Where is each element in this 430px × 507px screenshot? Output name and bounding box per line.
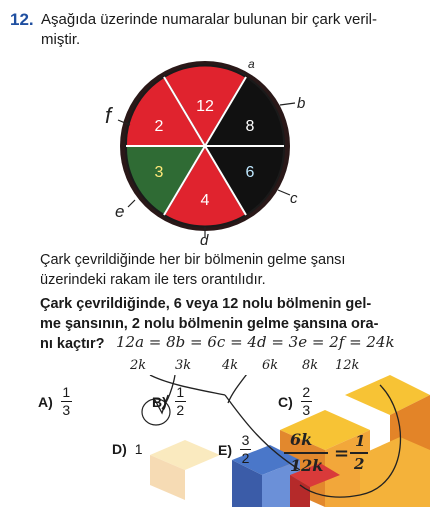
option-a[interactable] <box>38 385 72 418</box>
option-d-letter: D) <box>112 441 127 457</box>
option-d-value: 1 <box>134 441 143 457</box>
option-e-fraction <box>240 433 251 466</box>
hw-under-e: 8k <box>302 358 319 373</box>
option-c-letter: C) <box>278 393 293 410</box>
hw-under-f: 12k <box>335 358 360 373</box>
hw-letter-d: d <box>200 232 209 249</box>
hw-work-den: 12k <box>290 456 324 475</box>
hw-under-b: 3k <box>175 358 192 373</box>
sector-label-6: 6 <box>245 164 255 181</box>
hw-letter-f: f <box>105 103 112 128</box>
option-b-letter: B) <box>152 393 167 410</box>
statement-text <box>40 250 385 290</box>
hw-under-d: 6k <box>262 358 279 373</box>
question-line-2: miştir. <box>41 31 81 48</box>
hw-work-rhs-num: 1 <box>355 432 366 450</box>
prompt-line-3: nı kaçtır? <box>40 336 105 352</box>
option-c-num: 2 <box>302 384 311 400</box>
hw-work-num: 6k <box>290 430 313 449</box>
option-e-letter: E) <box>218 441 232 458</box>
question-number: 12. <box>10 10 34 29</box>
option-e-num: 3 <box>241 432 250 448</box>
option-b-den: 2 <box>176 402 185 418</box>
option-d[interactable] <box>112 441 143 457</box>
question-line-1: Aşağıda üzerinde numaralar bulunan bir çark veril- <box>41 11 378 28</box>
statement-line-1: Çark çevrildiğinde her bir bölmenin gelme şansı <box>40 252 346 268</box>
hw-work-eq: = <box>334 443 350 464</box>
option-b-fraction <box>175 385 186 418</box>
hw-letter-b: b <box>297 95 306 112</box>
hw-letter-e: e <box>115 202 125 221</box>
hw-letter-a: a <box>248 57 255 71</box>
option-c-den: 3 <box>302 402 311 418</box>
prompt-line-1: Çark çevrildiğinde, 6 veya 12 nolu bölmenin gel- <box>40 296 372 312</box>
sector-label-2: 2 <box>154 118 164 135</box>
hw-work-rhs-bar <box>350 452 368 454</box>
hw-work-bar <box>284 452 328 454</box>
option-a-num: 1 <box>62 384 71 400</box>
hw-work-rhs-den: 2 <box>354 455 365 473</box>
hw-under-a: 2k <box>130 358 147 373</box>
sector-label-12: 12 <box>196 98 214 115</box>
statement-line-2: üzerindeki rakam ile ters orantılıdır. <box>40 272 266 288</box>
hw-letter-c: c <box>290 190 298 207</box>
wheel-figure <box>100 55 330 250</box>
option-e[interactable] <box>218 433 251 466</box>
option-b[interactable] <box>152 385 186 418</box>
sector-label-8: 8 <box>245 118 255 135</box>
option-c[interactable] <box>278 385 312 418</box>
sector-label-4: 4 <box>200 192 210 209</box>
sector-label-3: 3 <box>154 164 164 181</box>
option-a-fraction <box>61 385 72 418</box>
hw-equation: 12a = 8b = 6c = 4d = 3e = 2f = 24k <box>116 333 395 351</box>
prompt-line-2: me şansının, 2 nolu bölmenin gelme şansına ora- <box>40 316 379 332</box>
option-e-den: 2 <box>241 450 250 466</box>
option-a-den: 3 <box>62 402 71 418</box>
option-a-letter: A) <box>38 393 53 410</box>
option-b-num: 1 <box>176 384 185 400</box>
question-text <box>41 10 391 50</box>
option-c-fraction <box>301 385 312 418</box>
hw-under-c: 4k <box>222 358 239 373</box>
